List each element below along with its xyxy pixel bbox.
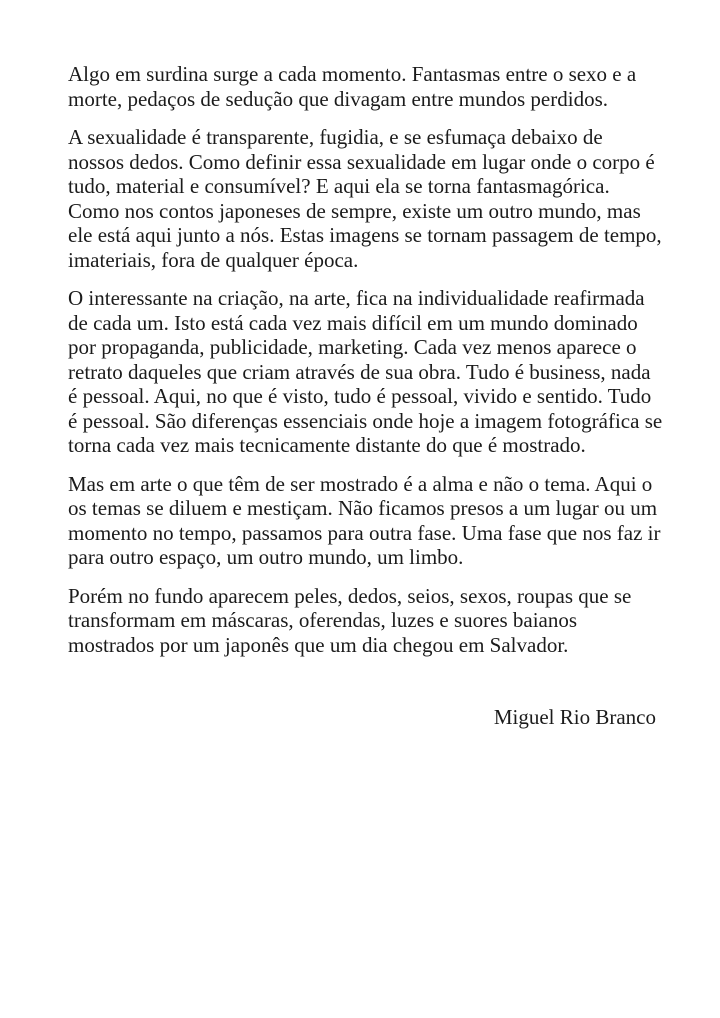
text-line: transformam em máscaras, oferendas, luzes e suores baianos [68,608,578,632]
author-signature: Miguel Rio Branco [493,705,656,729]
text-line: mostrados por um japonês que um dia chegou em Salvador. [68,632,569,657]
text-line: os temas se diluem e mestiçam. Não ficamos presos a um lugar ou um [68,496,658,520]
text-line: de cada um. Isto está cada vez mais difícil em um mundo dominado [68,310,638,335]
text-line: Mas em arte o que têm de ser mostrado é a alma e não o tema. Aqui o [68,471,653,496]
text-line: Como nos contos japoneses de sempre, existe um outro mundo, mas [68,198,641,223]
text-line: tudo, material e consumível? E aqui ela se torna fantasmagórica. [68,174,610,198]
text-line: A sexualidade é transparente, fugidia, e se esfumaça debaixo de [68,125,603,149]
text-line: retrato daqueles que criam através de sua obra. Tudo é business, nada [68,359,651,384]
text-line: Algo em surdina surge a cada momento. Fantasmas entre o sexo e a [68,62,637,86]
text-line: imateriais, fora de qualquer época. [68,247,359,272]
paragraph-1 [68,62,656,111]
paragraph-4 [68,471,661,570]
text-line: ele está aqui junto a nós. Estas imagens se tornam passagem de tempo, [68,223,662,247]
text-line: torna cada vez mais tecnicamente distante do que é mostrado. [68,433,586,457]
text-line: é pessoal. São diferenças essenciais onde hoje a imagem fotográfica se [68,408,663,433]
paragraph-2 [68,125,662,272]
text-line: por propaganda, publicidade, marketing. Cada vez menos aparece o [68,335,637,359]
text-line: para outro espaço, um outro mundo, um limbo. [68,545,464,569]
text-line: Porém no fundo aparecem peles, dedos, seios, sexos, roupas que se [68,583,632,608]
text-line: O interessante na criação, na arte, fica na individualidade reafirmada [68,286,645,310]
document-body [68,62,663,730]
text-line: nossos dedos. Como definir essa sexualidade em lugar onde o corpo é [68,149,655,174]
text-line: é pessoal. Aqui, no que é visto, tudo é pessoal, vivido e sentido. Tudo [68,384,652,408]
text-line: morte, pedaços de sedução que divagam entre mundos perdidos. [68,86,609,111]
text-line: momento no tempo, passamos para outra fase. Uma fase que nos faz ir [68,520,661,545]
paragraph-3 [68,286,663,458]
paragraph-5 [68,584,656,658]
